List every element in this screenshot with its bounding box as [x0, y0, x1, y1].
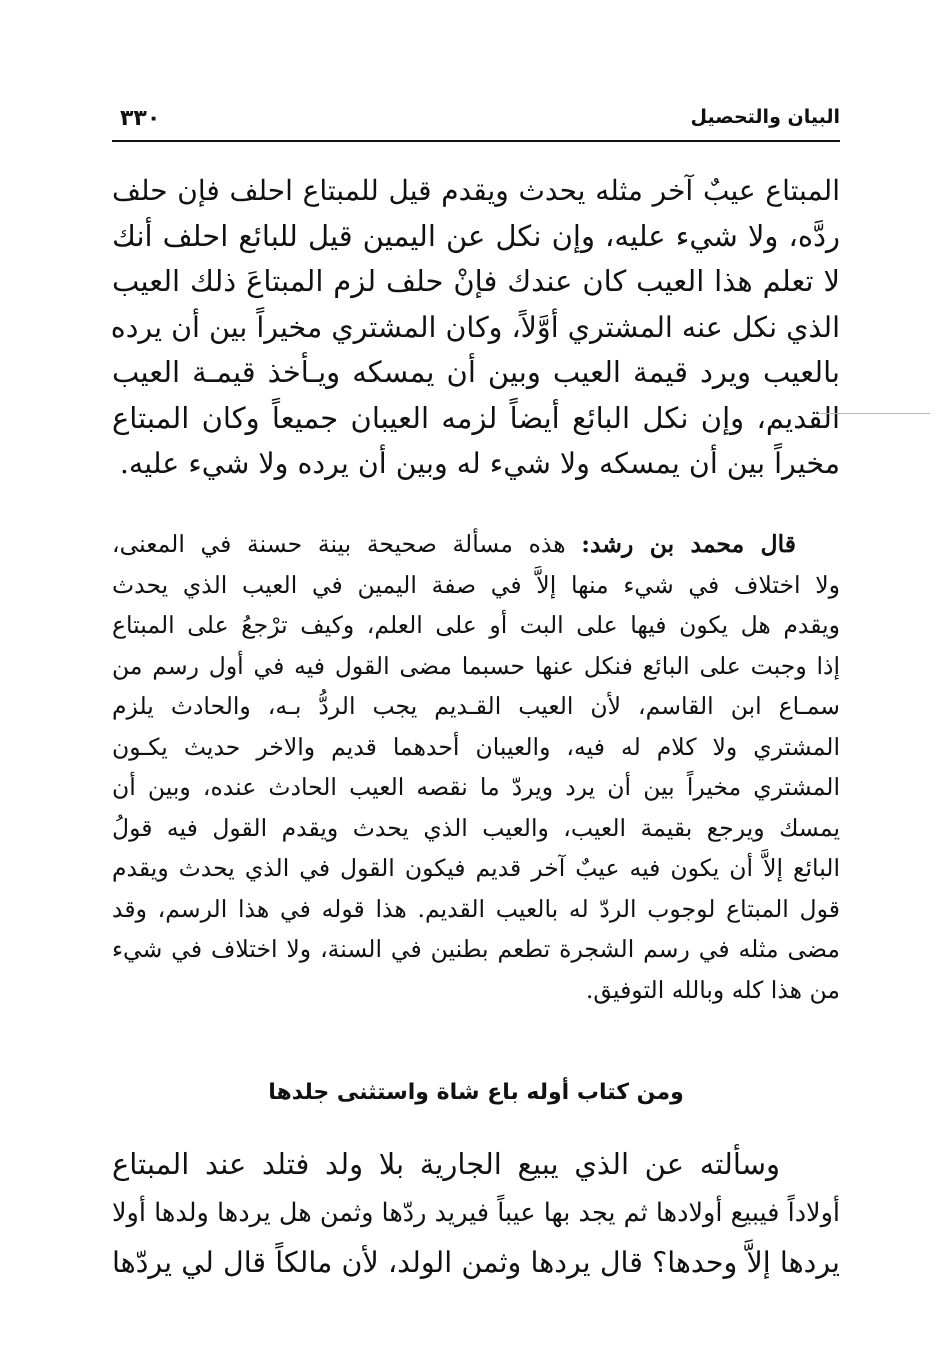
page-header	[112, 102, 840, 138]
paragraph-continued	[112, 168, 840, 487]
running-title: البيان والتحصيل	[690, 106, 840, 128]
text-line: مخيراً بين أن يمسكه ولا شيء له وبين أن يرده ولا شيء عليه.	[119, 447, 840, 480]
header-divider	[112, 140, 840, 142]
text-line	[112, 524, 840, 565]
text-line: سمـاع ابن القاسم، لأن العيب القـديم يجب الردُّ بـه، والحادث يلزم	[112, 692, 840, 720]
text-line: الذي نكل عنه المشتري أوَّلاً، وكان المشتري مخيراً بين أن يرده	[110, 310, 840, 344]
text-line: لا تعلم هذا العيب كان عندك فإنْ حلف لزم المبتاعَ ذلك العيب	[112, 264, 840, 298]
scan-artifact-line	[818, 413, 930, 414]
text-line: ولا اختلاف في شيء منها إلاَّ في صفة اليمين في العيب الذي يحدث	[112, 570, 840, 599]
text-line: بالعيب ويرد قيمة العيب وبين أن يمسكه ويـأخذ قيمـة العيب	[112, 355, 840, 389]
page-number: ٣٣٠	[120, 106, 161, 131]
text-line: إذا وجبت على البائع فنكل عنها حسبما مضى القول فيه في أول رسم من	[112, 651, 840, 680]
text-line: القديم، وإن نكل البائع أيضاً لزمه العيبان جميعاً وكان المبتاع	[112, 400, 840, 435]
text-line: أولاداً فيبيع أولادها ثم يجد بها عيباً فيريد ردّها وثمن هل يردها ولدها أولا	[112, 1198, 840, 1228]
text-line: وسألته عن الذي يبيع الجارية بلا ولد فتلد عند المبتاع	[112, 1147, 780, 1181]
text-line: يردها إلاَّ وحدها؟ قال يردها وثمن الولد، لأن مالكاً قال لي يردّها	[112, 1246, 840, 1279]
commentary-paragraph	[112, 524, 840, 1010]
text-line: المشتري ولا كلام له فيه، والعيبان أحدهما قديم والاخر حديث يكـون	[112, 732, 840, 761]
text-line: يمسك ويرجع بقيمة العيب، والعيب الذي يحدث ويقدم القول فيه قولُ	[112, 813, 840, 842]
text-line: ويقدم هل يكون فيها على البت أو على العلم، وكيف ترْجعُ على المبتاع	[112, 611, 840, 639]
text-line: البائع إلاَّ أن يكون فيه عيبٌ آخر قديم فيكون القول في الذي يحدث ويقدم	[112, 854, 840, 882]
text-line: المشتري مخيراً بين أن يرد ويردّ ما نقصه العيب الحادث عنده، وبين أن	[112, 773, 840, 801]
text-line: ردَّه، ولا شيء عليه، وإن نكل عن اليمين قيل للبائع احلف أنك	[112, 218, 840, 253]
text-line: المبتاع عيبٌ آخر مثله يحدث ويقدم قيل للمبتاع احلف فإن حلف	[112, 174, 840, 207]
commentator-name: قال محمد بن رشد:	[581, 530, 797, 558]
question-paragraph	[112, 1140, 840, 1287]
text-line: قول المبتاع لوجوب الردّ له بالعيب القديم. هذا قوله في هذا الرسم، وقد	[112, 894, 840, 923]
text-line: من هذا كله وبالله التوفيق.	[585, 975, 840, 1004]
text-line: مضى مثله في رسم الشجرة تطعم بطنين في السنة، ولا اختلاف في شيء	[112, 935, 840, 963]
section-heading: ومن كتاب أوله باع شاة واستثنى جلدها	[268, 1080, 684, 1105]
commentary-first-line: هذه مسألة صحيحة بينة حسنة في المعنى،	[112, 530, 582, 558]
